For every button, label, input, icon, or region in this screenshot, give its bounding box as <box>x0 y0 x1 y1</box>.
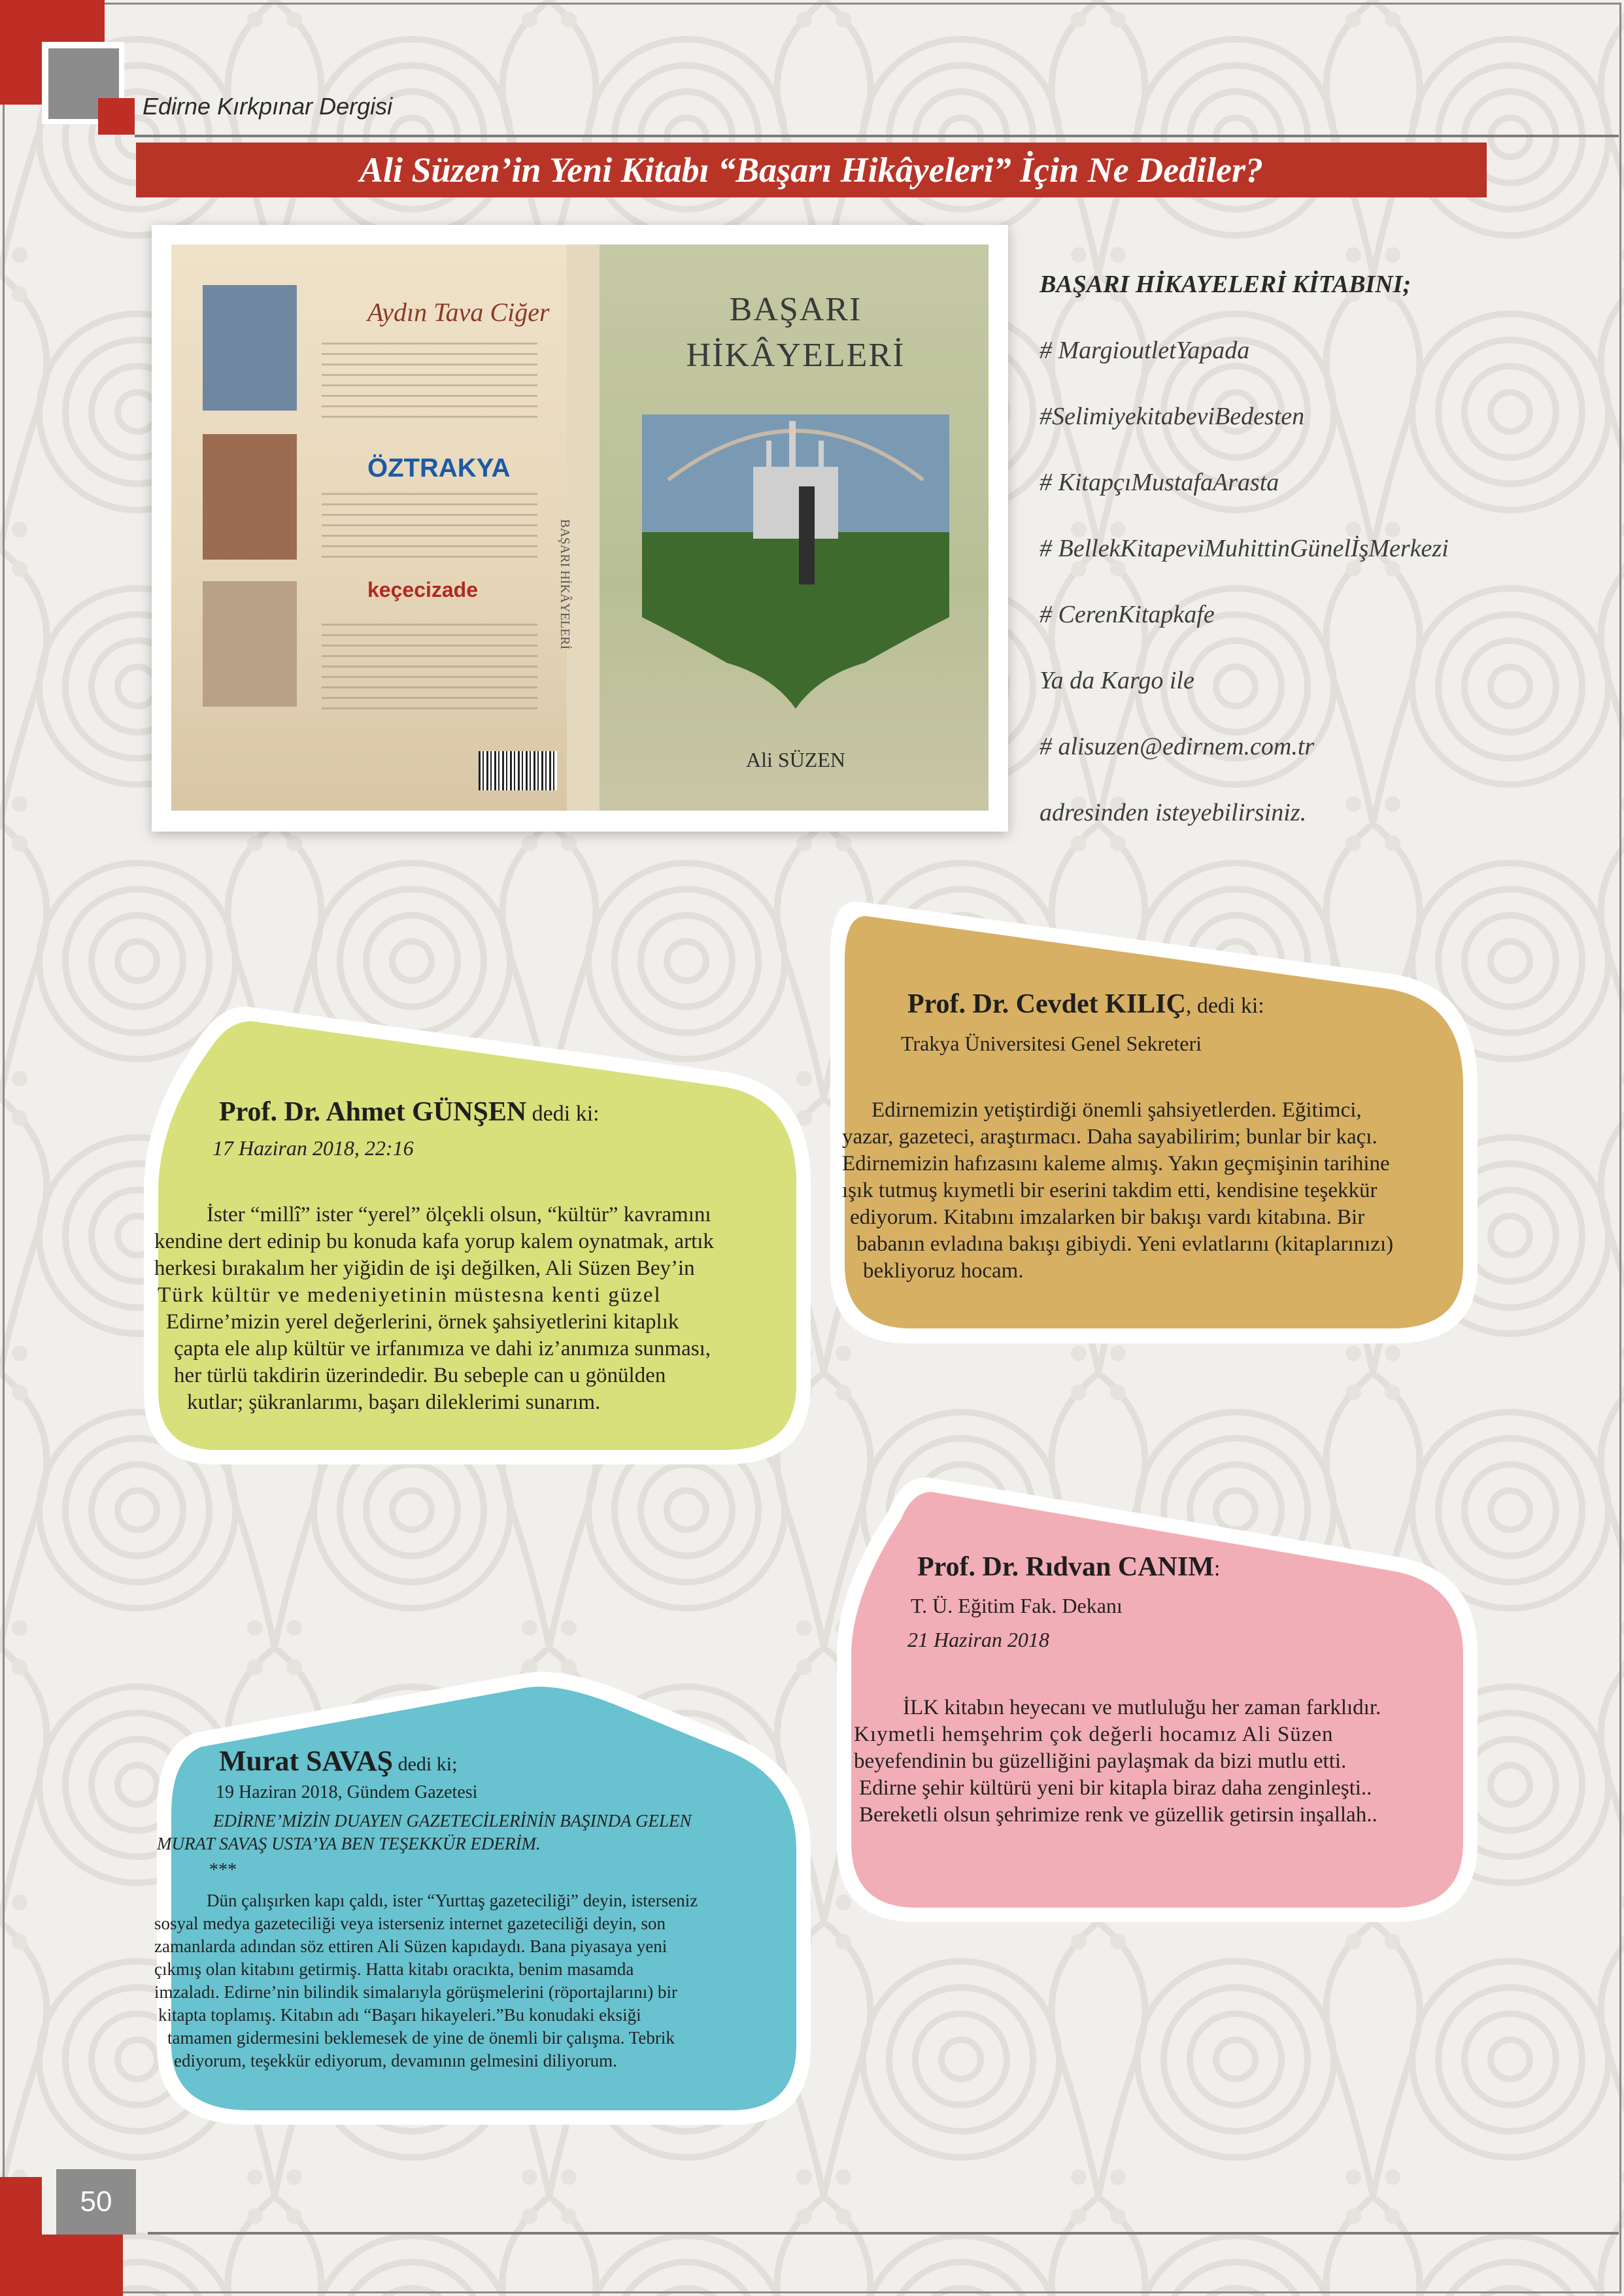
order-line: # CerenKitapkafe <box>1040 601 1215 628</box>
author-name: Murat SAVAŞ <box>219 1745 394 1777</box>
back-text-block-1 <box>322 343 537 421</box>
quote-line: kutlar; şükranlarımı, başarı dileklerimi sunarım. <box>187 1391 601 1414</box>
quote-line: Dün çalışırken kapı çaldı, ister “Yurttaş gazeteciliği” deyin, isterseniz <box>207 1891 698 1910</box>
cover-title-line2: HİKÂYELERİ <box>686 337 905 374</box>
quote-title-cevdet: Trakya Üniversitesi Genel Sekreteri <box>901 1032 1202 1055</box>
quote-date-ridvan: 21 Haziran 2018 <box>907 1628 1049 1651</box>
author-suffix: dedi ki; <box>393 1753 458 1775</box>
order-line: # alisuzen@edirnem.com.tr <box>1040 733 1315 760</box>
quote-author-murat <box>219 1744 457 1778</box>
quote-headline-1: EDİRNE’MİZİN DUAYEN GAZETECİLERİNİN BAŞINDA GELEN <box>213 1811 692 1831</box>
magazine-name: Edirne Kırkpınar Dergisi <box>143 93 393 120</box>
footer-red-block <box>0 2177 42 2296</box>
quote-text-ahmet <box>154 1202 775 1416</box>
quote-line: Kıymetli hemşehrim çok değerli hocamız Ali Süzen <box>854 1723 1334 1746</box>
spine-text: BAŞARI HİKÂYELERİ <box>558 519 572 650</box>
page-title: Ali Süzen’in Yeni Kitabı “Başarı Hikâyeleri” İçin Ne Dediler? <box>136 143 1487 197</box>
author-suffix: dedi ki: <box>526 1102 600 1126</box>
order-heading: BAŞARI HİKAYELERİ KİTABINI; <box>1040 271 1412 298</box>
quote-line: tamamen gidermesini beklemesek de yine de önemli bir çalışma. Tebrik <box>167 2028 675 2048</box>
book-cover-photo <box>152 225 1008 832</box>
logo-oztrakya: ÖZTRAKYA <box>367 454 511 482</box>
quote-separator: *** <box>209 1860 237 1880</box>
quote-line: Türk kültür ve medeniyetinin müstesna kenti güzel <box>158 1283 662 1307</box>
quote-date-murat: 19 Haziran 2018, Gündem Gazetesi <box>216 1782 478 1802</box>
quote-line: beyefendinin bu güzelliğini paylaşmak da bizi mutlu etti. <box>854 1749 1347 1773</box>
quote-line: her türlü takdirin üzerindedir. Bu sebeple can u gönülden <box>174 1364 666 1387</box>
book-cover <box>171 245 989 811</box>
cover-author: Ali SÜZEN <box>746 748 845 771</box>
order-line: Ya da Kargo ile <box>1040 667 1194 694</box>
quote-line: çıkmış olan kitabını getirmiş. Hatta kitabı oracıkta, benim masamda <box>154 1959 634 1979</box>
author-photo-2 <box>203 434 297 560</box>
logo-kececizade: keçecizade <box>367 578 479 601</box>
corner-red-small <box>98 98 135 135</box>
quote-line: herkesi bırakalım her yiğidin de işi değilken, Ali Süzen Bey’in <box>154 1257 695 1280</box>
quote-headline-2: MURAT SAVAŞ USTA’YA BEN TEŞEKKÜR EDERİM. <box>157 1834 541 1853</box>
order-line: # BellekKitapeviMuhittinGünelİşMerkezi <box>1040 535 1449 562</box>
quote-author-ridvan <box>917 1551 1220 1583</box>
back-text-block-2 <box>322 493 537 565</box>
order-info <box>1040 252 1449 846</box>
logo-aydin: Aydın Tava Ciğer <box>367 297 550 327</box>
quote-line: bekliyoruz hocam. <box>863 1259 1024 1283</box>
quote-date-ahmet: 17 Haziran 2018, 22:16 <box>212 1136 414 1160</box>
quote-line: ışık tutmuş kıymetli bir eserini takdim etti, kendisine teşekkür <box>842 1179 1378 1202</box>
quote-line: Edirne’mizin yerel değerlerini, örnek şahsiyetlerini kitaplık <box>166 1310 679 1334</box>
quote-line: İster “millî” ister “yerel” ölçekli olsun, “kültür” kavramını <box>207 1203 711 1226</box>
footer-rule <box>148 2232 1619 2235</box>
author-suffix: : <box>1213 1557 1221 1581</box>
quote-author-ahmet <box>219 1096 600 1128</box>
quote-line: ediyorum. Kitabını imzalarken bir bakışı vardı kitabına. Bir <box>850 1206 1365 1229</box>
quote-text-murat <box>154 1889 769 2072</box>
header-rule <box>135 135 1619 137</box>
page-number: 50 <box>56 2169 136 2235</box>
quote-line: Edirnemizin yetiştirdiği önemli şahsiyetlerden. Eğitimci, <box>871 1098 1362 1122</box>
quote-line: Edirnemizin hafızasını kaleme almış. Yakın geçmişinin tarihine <box>842 1152 1390 1175</box>
quote-line: sosyal medya gazeteciliği veya isterseniz internet gazeteciliği deyin, son <box>154 1914 666 1933</box>
quote-text-cevdet <box>842 1097 1463 1285</box>
quote-line: babanın evladına bakışı gibiydi. Yeni evlatlarını (kitaplarınızı) <box>856 1232 1394 1256</box>
author-name: Prof. Dr. Rıdvan CANIM <box>917 1552 1214 1582</box>
quote-line: imzaladı. Edirne’nin bilindik simalarıyla görüşmelerini (röportajlarını) bir <box>154 1982 678 2002</box>
order-line: #SelimiyekitabeviBedesten <box>1040 403 1305 430</box>
author-photo-1 <box>203 285 297 411</box>
barcode <box>479 751 557 790</box>
cover-photo <box>603 401 989 709</box>
quote-line: Edirne şehir kültürü yeni bir kitapla biraz daha zenginleşti.. <box>859 1776 1372 1800</box>
author-suffix: , dedi ki: <box>1185 994 1264 1018</box>
quote-line: yazar, gazeteci, araştırmacı. Daha sayabilirim; bunlar bir kaçı. <box>842 1125 1378 1149</box>
quote-line: ediyorum, teşekkür ediyorum, devamının gelmesini diliyorum. <box>174 2051 617 2070</box>
order-line: # MargioutletYapada <box>1040 337 1250 364</box>
quote-line: kitapta toplamış. Kitabın adı “Başarı hikayeleri.”Bu konudaki eksiği <box>158 2005 641 2025</box>
quote-text-ridvan <box>854 1695 1461 1829</box>
quote-title-ridvan: T. Ü. Eğitim Fak. Dekanı <box>911 1594 1123 1617</box>
quote-line: zamanlarda adından söz ettiren Ali Süzen kapıdaydı. Bana piyasaya yeni <box>154 1936 668 1956</box>
quote-line: çapta ele alıp kültür ve irfanımıza ve dahi iz’anımıza sunması, <box>174 1337 711 1360</box>
quote-line: İLK kitabın heyecanı ve mutluluğu her zaman farklıdır. <box>903 1696 1381 1719</box>
footer-red-block-2 <box>42 2235 123 2296</box>
cover-title-line1: BAŞARI <box>729 291 862 328</box>
order-line: adresinden isteyebilirsiniz. <box>1040 799 1307 826</box>
author-photo-3 <box>203 581 297 707</box>
order-line: # KitapçıMustafaArasta <box>1040 469 1279 496</box>
author-name: Prof. Dr. Cevdet KILIÇ <box>907 989 1186 1019</box>
back-text-block-3 <box>322 624 537 715</box>
quote-author-cevdet <box>907 988 1264 1020</box>
author-name: Prof. Dr. Ahmet GÜNŞEN <box>219 1097 527 1127</box>
quote-line: kendine dert edinip bu konuda kafa yorup kalem oynatmak, artık <box>154 1230 714 1253</box>
quote-line: Bereketli olsun şehrimize renk ve güzellik getirsin inşallah.. <box>859 1803 1378 1827</box>
